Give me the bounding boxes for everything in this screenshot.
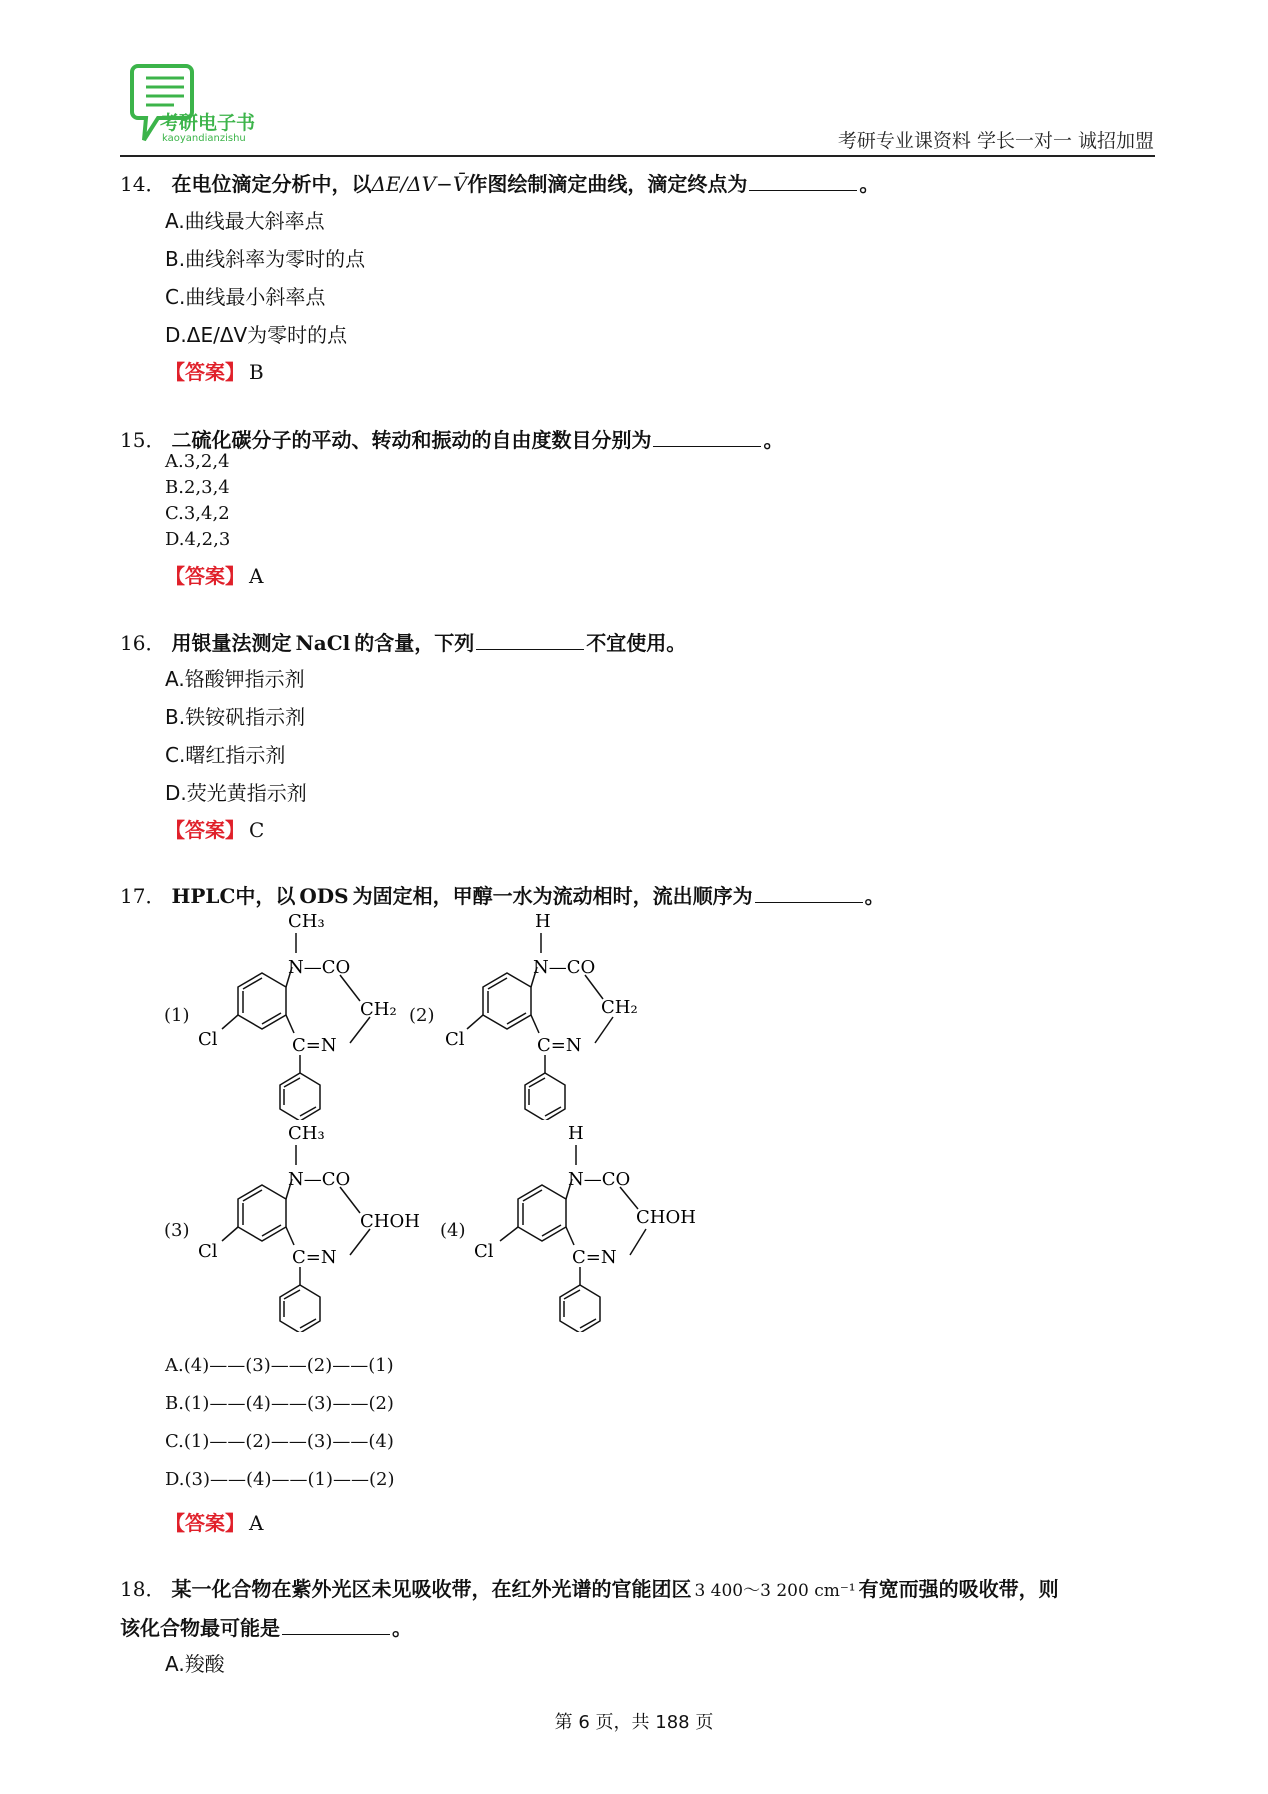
option-a: A.铬酸钾指示剂	[165, 667, 305, 691]
question-number: 14．	[120, 172, 166, 196]
svg-text:CH₂: CH₂	[601, 997, 638, 1018]
option-c: C.(1)——(2)——(3)——(4)	[165, 1431, 394, 1452]
option-d: D.ΔE/ΔV为零时的点	[165, 323, 348, 347]
svg-text:Cl: Cl	[474, 1241, 494, 1262]
svg-text:C=N: C=N	[292, 1247, 337, 1268]
logo-subtext: kaoyandianzishu	[162, 133, 246, 144]
structure-label: (3)	[164, 1220, 190, 1241]
svg-text:H: H	[568, 1123, 584, 1144]
structure-label: (2)	[409, 1005, 435, 1026]
answer-blank	[653, 428, 761, 447]
svg-text:CHOH: CHOH	[636, 1207, 696, 1228]
structure-label: (4)	[440, 1220, 466, 1241]
svg-text:N—CO: N—CO	[533, 957, 596, 978]
answer: 【答案】 A	[165, 1511, 264, 1535]
option-a: A.羧酸	[165, 1652, 225, 1676]
option-b: B.铁铵矾指示剂	[165, 705, 306, 729]
svg-text:C=N: C=N	[292, 1035, 337, 1056]
wavenumber-range: 3 400～3 200 cm⁻¹	[694, 1581, 856, 1601]
svg-text:N—CO: N—CO	[288, 1169, 351, 1190]
answer-blank	[476, 631, 584, 650]
svg-text:N—CO: N—CO	[568, 1169, 631, 1190]
option-b: B.曲线斜率为零时的点	[165, 247, 366, 271]
svg-text:CHOH: CHOH	[360, 1211, 420, 1232]
svg-text:C=N: C=N	[572, 1247, 617, 1268]
logo-text: 考研电子书	[160, 112, 256, 134]
answer-blank	[755, 884, 863, 903]
benzodiazepine-structure	[405, 905, 655, 1120]
structure-label: (1)	[164, 1005, 190, 1026]
option-c: C.曲线最小斜率点	[165, 285, 326, 309]
option-d: D.(3)——(4)——(1)——(2)	[165, 1469, 395, 1490]
svg-text:Cl: Cl	[198, 1241, 218, 1262]
structure-3	[160, 1117, 440, 1332]
svg-text:C=N: C=N	[537, 1035, 582, 1056]
question-15-stem: 15． 二硫化碳分子的平动、转动和振动的自由度数目分别为 。	[120, 428, 784, 452]
logo	[130, 60, 280, 150]
answer: 【答案】 B	[165, 360, 264, 384]
option-b: B.(1)——(4)——(3)——(2)	[165, 1393, 394, 1414]
option-b: B.2,3,4	[165, 477, 230, 498]
question-14-stem: 14． 在电位滴定分析中，以ΔE/ΔV−V̄作图绘制滴定曲线，滴定终点为 。	[120, 172, 880, 196]
svg-text:H: H	[535, 911, 551, 932]
header-divider	[120, 155, 1155, 157]
structure-4	[440, 1117, 730, 1332]
structure-2	[405, 905, 655, 1120]
benzodiazepine-structure	[440, 1117, 730, 1332]
question-17-stem: 17． HPLC中，以 ODS 为固定相，甲醇一水为流动相时，流出顺序为 。	[120, 884, 885, 908]
answer: 【答案】 A	[165, 564, 264, 588]
svg-text:CH₃: CH₃	[288, 1123, 325, 1144]
question-18-stem: 18． 某一化合物在紫外光区未见吸收带，在红外光谱的官能团区 3 400～3 200 cm⁻¹ 有宽而强的吸收带，则	[120, 1577, 1059, 1601]
answer-blank	[749, 172, 857, 191]
question-16-stem: 16． 用银量法测定 NaCl 的含量，下列 不宜使用。	[120, 631, 687, 655]
svg-text:Cl: Cl	[198, 1029, 218, 1050]
question-18-stem-line2: 该化合物最可能是 。	[120, 1616, 412, 1640]
svg-text:CH₂: CH₂	[360, 999, 397, 1020]
option-c: C.3,4,2	[165, 503, 230, 524]
answer-blank	[282, 1616, 390, 1635]
svg-text:CH₃: CH₃	[288, 911, 325, 932]
option-d: D.荧光黄指示剂	[165, 781, 307, 805]
option-a: A.曲线最大斜率点	[165, 209, 325, 233]
option-a: A.(4)——(3)——(2)——(1)	[165, 1355, 394, 1376]
svg-text:N—CO: N—CO	[288, 957, 351, 978]
page-number: 第 6 页，共 188 页	[554, 1712, 714, 1733]
benzodiazepine-structure	[160, 905, 410, 1120]
option-a: A.3,2,4	[165, 451, 230, 472]
option-c: C.曙红指示剂	[165, 743, 286, 767]
benzodiazepine-structure	[160, 1117, 440, 1332]
math-expression: ΔE/ΔV−V̄	[371, 172, 468, 196]
answer: 【答案】 C	[165, 818, 265, 842]
chemical-formula: NaCl	[295, 631, 351, 655]
svg-text:Cl: Cl	[445, 1029, 465, 1050]
option-d: D.4,2,3	[165, 529, 231, 550]
header-tagline: 考研专业课资料 学长一对一 诚招加盟	[837, 130, 1154, 152]
structure-1	[160, 905, 410, 1120]
